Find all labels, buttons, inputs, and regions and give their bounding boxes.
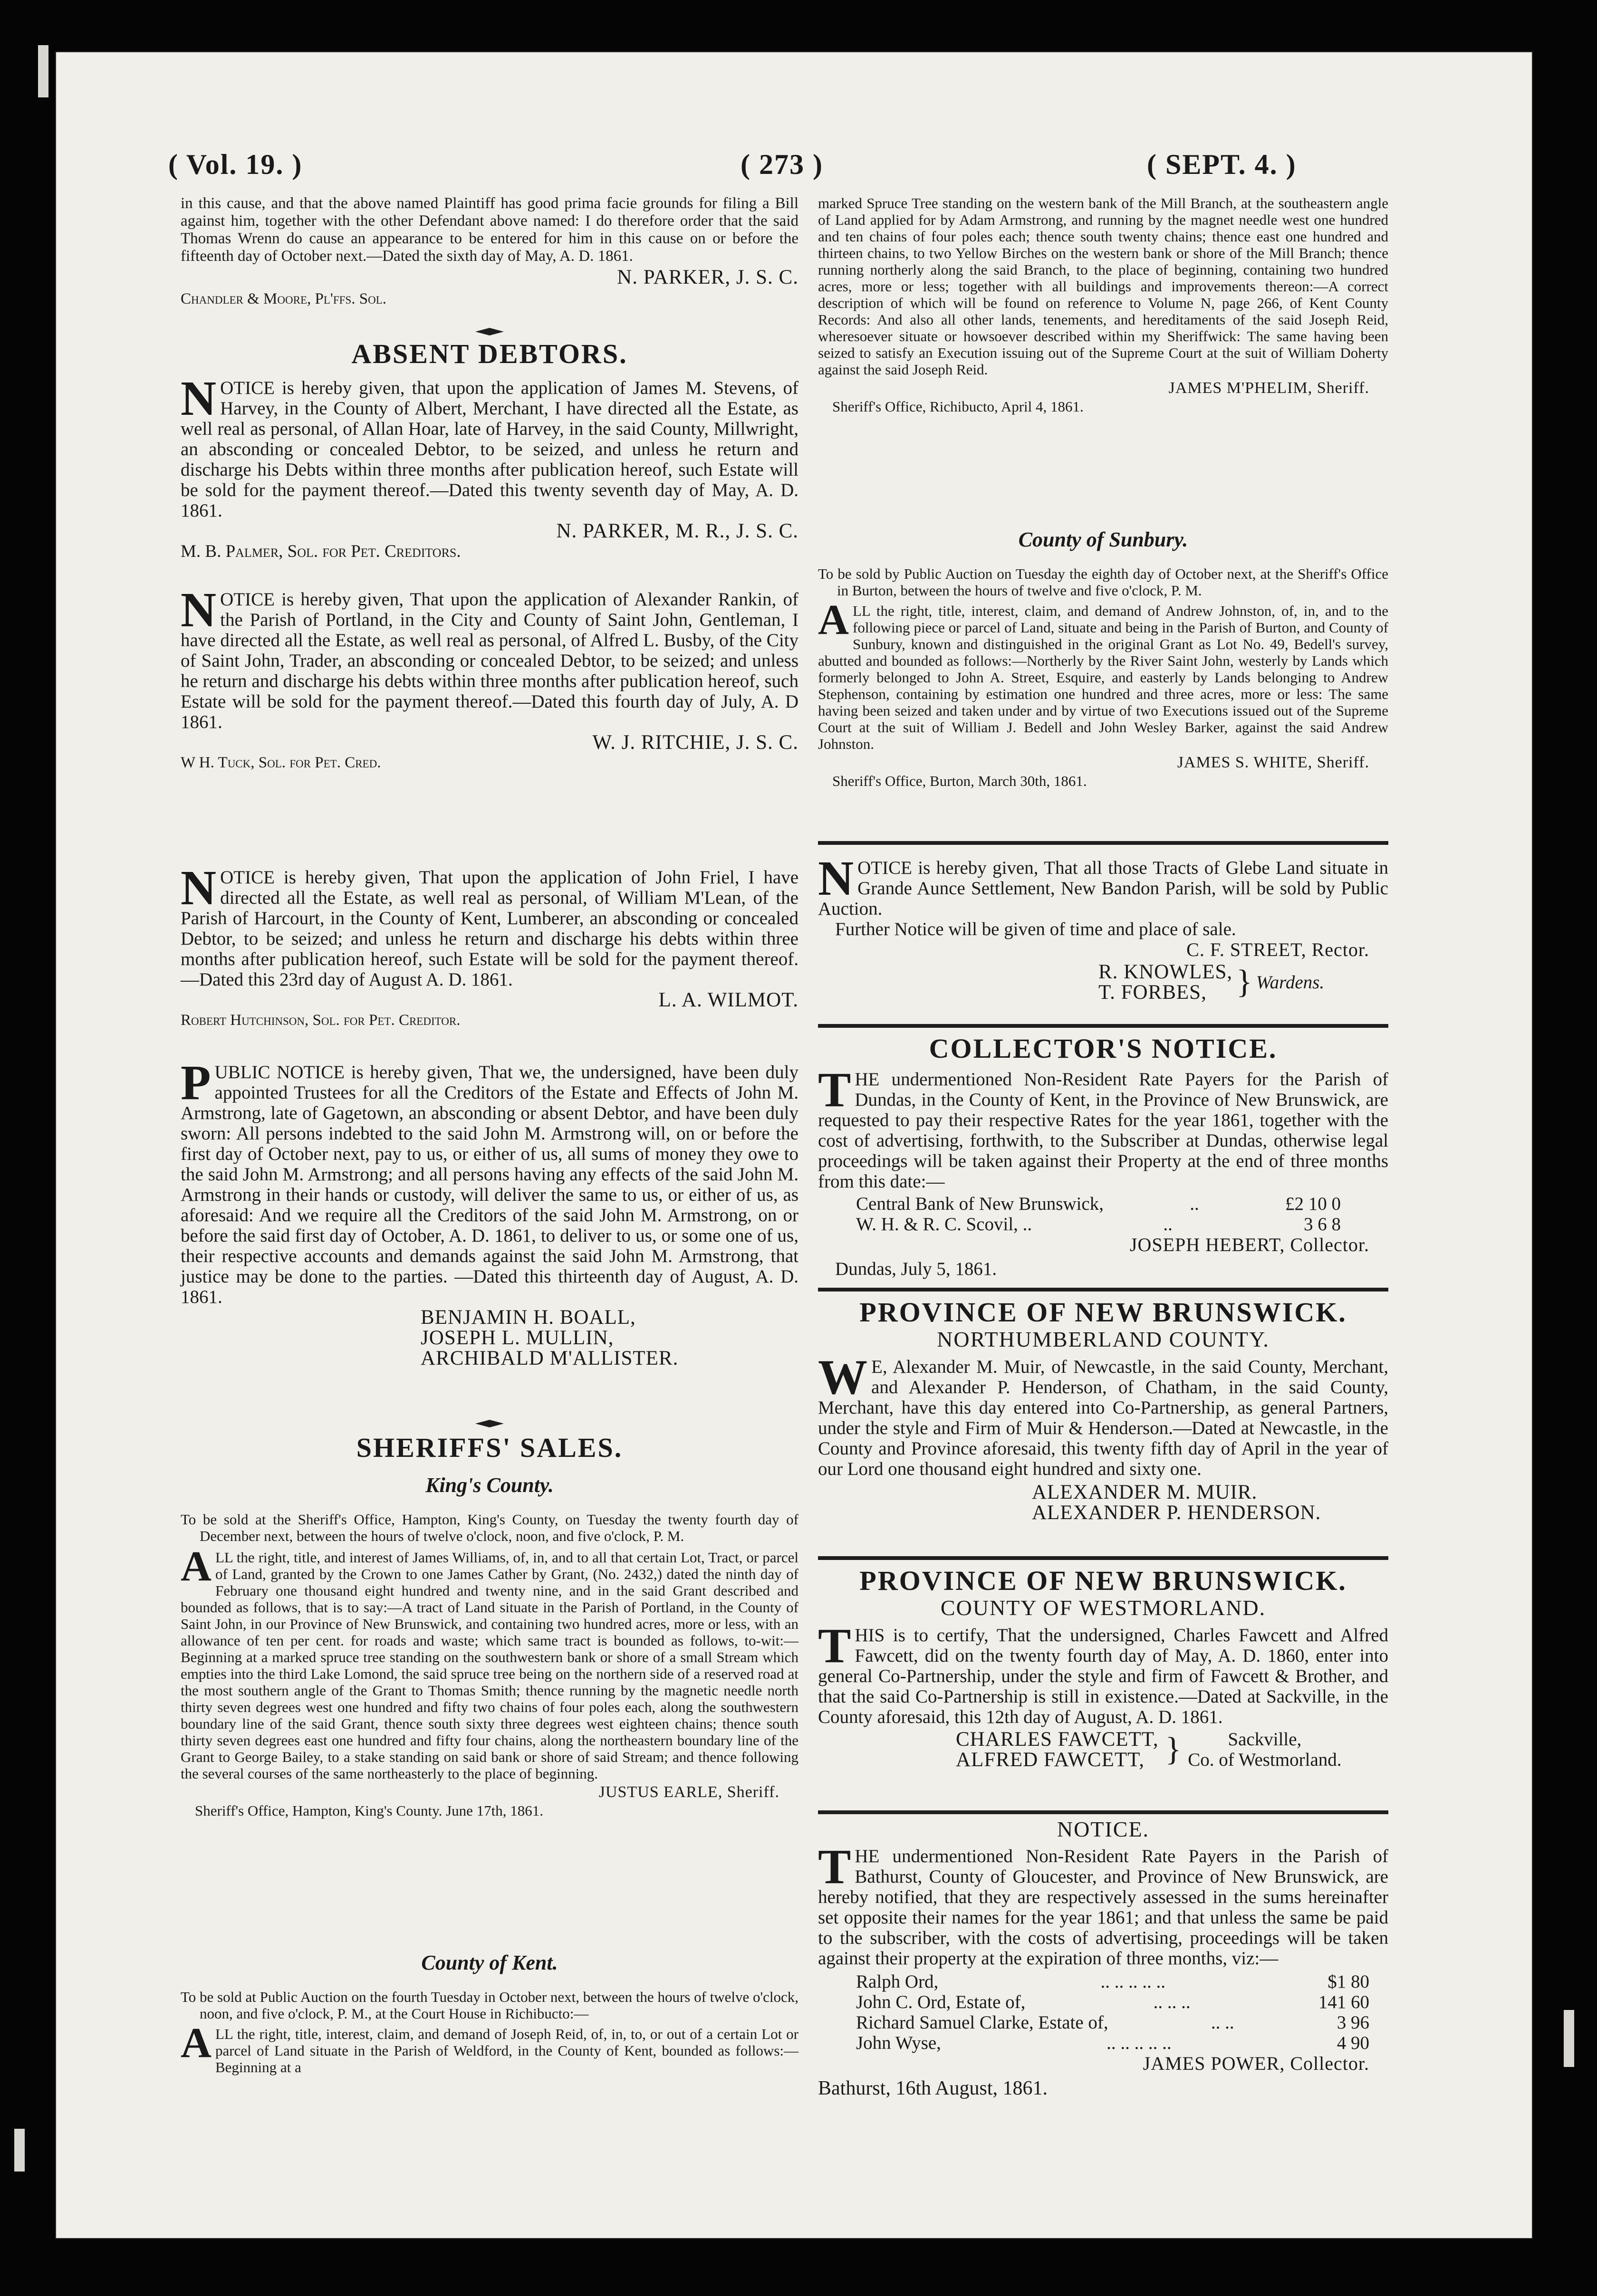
rate-row	[856, 2033, 1369, 2053]
rate-table	[818, 1971, 1388, 2053]
dropcap: A	[181, 2019, 212, 2066]
notice-heading: NOTICE.	[1057, 1817, 1150, 1841]
dropcap: N	[181, 861, 217, 915]
notice-text: E, Alexander M. Muir, of Newcastle, in the said County, Merchant, and Alexander P. Henderson, of Chatham, in the said County, Merchant, have this day entered into Co-Partnership, as general Partners, under the style and Firm of Muir & Henderson.—Dated at Newcastle, in the County and Province aforesaid, this twenty fifth day of April in the year of our Lord one thousand eight hundred and sixty one.	[818, 1357, 1388, 1479]
partner-signature-1: ALEXANDER M. MUIR.	[1032, 1481, 1258, 1503]
notice-signature: L. A. WILMOT.	[658, 989, 798, 1011]
dropcap: T	[818, 1618, 851, 1673]
dropcap: T	[818, 1062, 851, 1117]
northumberland-subheading: NORTHUMBERLAND COUNTY.	[937, 1327, 1270, 1351]
amount: $1 80	[1328, 1971, 1369, 1992]
amount: £2 10 0	[1285, 1194, 1341, 1214]
collector-date: Dundas, July 5, 1861.	[835, 1259, 997, 1279]
notice-text: OTICE is hereby given, that upon the application of James M. Stevens, of Harvey, in the County of Albert, Merchant, I have directed all the Estate, as well real as personal, of Allan Hoar, late of Harvey, in the said County, Millwright, an absconding or concealed Debtor, to be seized, and unless he return and discharge his Debts within three months after publication hereof, such Estate will be sold for the payment thereof.—Dated this twenty seventh day of May, A. D. 1861.	[181, 378, 798, 521]
section-rule	[818, 1810, 1388, 1814]
muir-henderson-notice	[818, 1350, 1388, 1524]
section-rule	[818, 1024, 1388, 1028]
sunbury-county-sale	[818, 565, 1388, 789]
sheriff-office-line: Sheriff's Office, Burton, March 30th, 1861.	[832, 773, 1087, 789]
notice-signature: W. J. RITCHIE, J. S. C.	[592, 731, 798, 754]
volume-label: ( Vol. 19. )	[168, 149, 303, 180]
payer-name: John C. Ord, Estate of,	[856, 1992, 1026, 2012]
dropcap: N	[181, 371, 217, 426]
sheriff-office-line: Sheriff's Office, Richibucto, April 4, 1861.	[832, 398, 1084, 415]
payer-name: John Wyse,	[856, 2033, 941, 2053]
leader-dots: .. ..	[1211, 2012, 1234, 2033]
wardens-label: Wardens.	[1256, 972, 1325, 993]
leader-dots: .. .. ..	[1153, 1992, 1191, 2012]
issue-date: ( SEPT. 4. )	[1147, 149, 1297, 180]
section-rule	[818, 1288, 1388, 1292]
payer-name: Richard Samuel Clarke, Estate of,	[856, 2012, 1108, 2033]
sale-text: LL the right, title, interest, claim, and demand of Andrew Johnston, of, in, and to the following piece or parcel of Land, situate and being in the Parish of Burton, and County of Sunbury, known and distinguished in the original Grant as Lot No. 49, Bedell's survey, abutted and bounded as follows:—Northerly by the River Saint John, westerly by Lands which formerly belonged to John A. Street, Esquire, and easterly by Lands belonging to Andrew Stephenson, containing by estimation one hundred and three acres, more or less: The same having been seized and taken under and by virtue of two Executions issued out of the Supreme Court at the suit of William J. Bedell and John Wesley Barker, against the said Andrew Johnston.	[818, 603, 1388, 752]
collectors-notice-heading: COLLECTOR'S NOTICE.	[929, 1033, 1278, 1064]
sale-text: LL the right, title, interest, claim, and demand of Joseph Reid, of, in, to, or out of a certain Lot or parcel of Land situate in the Parish of Weldford, in the County of Kent, bounded as follows:—Beginning at a	[215, 2026, 798, 2076]
leader-dots: .. .. .. .. ..	[1106, 2033, 1172, 2053]
rate-row	[856, 2012, 1369, 2033]
rate-row	[856, 1194, 1341, 1214]
notice-text: HE undermentioned Non-Resident Rate Payers in the Parish of Bathurst, County of Gloucester, and Province of New Brunswick, are hereby notified, that they are respectively assessed in the sums hereinafter set opposite their names for the year 1861; and that unless the same be paid to the subscriber, with the costs of advertising, proceedings will be taken against their property at the expiration of three months, viz:—	[818, 1846, 1388, 1969]
payer-name: Ralph Ord,	[856, 1971, 939, 1992]
continued-notice-text: in this cause, and that the above named Plaintiff has good prima facie grounds for filing a Bill against him, together with the other Defendant above named: I do therefore order that the said Thomas Wrenn do cause an appearance to be entered for him in this cause on or before the fifteenth day of October next.—Dated the sixth day of May, A. D. 1861.	[181, 195, 798, 265]
absent-notice-1	[181, 371, 798, 562]
scan-margin-mark	[1564, 2010, 1574, 2067]
payer-name: Central Bank of New Brunswick,	[856, 1194, 1104, 1214]
page-number: ( 273 )	[741, 149, 823, 180]
notice-text: OTICE is hereby given, That upon the application of Alexander Rankin, of the Parish of Portland, in the City and County of Saint John, Gentleman, I have directed all the Estate, as well real as personal, of Alfred L. Busby, of the City of Saint John, Trader, an absconding or concealed Debtor, to be seized; and unless he return and discharge his debts within three months after publication hereof, such Estate will be sold for the payment thereof.—Dated this fourth day of July, A. D 1861.	[181, 589, 798, 732]
brace-glyph: }	[1236, 964, 1252, 1000]
kings-county-sale	[181, 1511, 798, 1819]
continued-notice-solicitor: Chandler & Moore, Pl'ffs. Sol.	[181, 290, 386, 307]
notice-solicitor: W H. Tuck, Sol. for Pet. Cred.	[181, 754, 381, 771]
rector-signature: C. F. STREET, Rector.	[1186, 939, 1369, 960]
trustee-signature-2: JOSEPH L. MULLIN,	[421, 1327, 614, 1349]
fawcett-notice	[818, 1618, 1388, 1771]
dropcap: N	[181, 583, 217, 637]
collectors-notice	[818, 1062, 1388, 1279]
public-notice	[181, 1055, 798, 1369]
amount: 3 6 8	[1304, 1214, 1341, 1234]
leader-dots: .. .. .. .. ..	[1100, 1971, 1166, 1992]
rate-row	[856, 1992, 1369, 2012]
section-rule	[818, 1556, 1388, 1560]
sunbury-county-heading: County of Sunbury.	[1018, 528, 1188, 551]
sheriff-signature: JAMES M'PHELIM, Sheriff.	[1168, 379, 1369, 397]
sale-text: marked Spruce Tree standing on the western bank of the Mill Branch, at the southeastern angle of Land applied for by Adam Armstrong, and running by the magnet needle west one hundred and ten chains of four poles each; thence south twenty chains; thence east one hundred and thirteen chains, to two Yellow Birches on the western bank or shore of the Mill Branch; thence running northerly along the said Branch, to the place of beginning, containing two hundred acres, more or less; together with all buildings and improvements thereon:—A correct description of which will be found on reference to Volume N, page 266, of Kent County Records: And also all other lands, tenements, and hereditaments of the said Joseph Reid, wheresoever situate or howsoever described within my Sheriffwick: The same having been seized to satisfy an Execution issuing out of the Supreme Court at the suit of William Doherty against the said Joseph Reid.	[818, 195, 1388, 378]
sheriffs-sales-heading: SHERIFFS' SALES.	[356, 1432, 623, 1463]
dropcap: A	[181, 1543, 212, 1590]
notice-text: OTICE is hereby given, That upon the application of John Friel, I have directed all the Estate, as well real as personal, of William M'Lean, of the Parish of Harcourt, in the County of Kent, Lumberer, an absconding or concealed Debtor, to be seized; and unless he return and discharge his debts within three months after publication hereof, such Estate will be sold for the payment thereof.—Dated this 23rd day of August A. D. 1861.	[181, 867, 798, 990]
warden-signature-1: R. KNOWLES,	[1098, 961, 1233, 983]
sale-text: LL the right, title, and interest of James Williams, of, in, and to all that certain Lot, Tract, or parcel of Land, granted by the Crown to one James Cather by Grant, (No. 2432,) dated the ninth day of February one thousand eight hundred and twenty nine, and in the said Grant described and bounded as follows, that is to say:—A tract of Land situate in the Parish of Portland, in the County of Saint John, in our Province of New Brunswick, and containing two hundred acres, more or less, with an allowance of ten per cent. for roads and waste; which same tract is bounded as follows, to-wit:—Beginning at a marked spruce tree standing on the southwestern bank or shore of a small Stream which empties into the third Lake Lomond, the said spruce tree being on the northern side of a reserved road at the most southern angle of the Grant to Thomas Smith; thence running by the magnetic needle north thirty seven degrees west one hundred and fifty two chains of four poles each, along the southwestern boundary line of the said Grant, thence south sixty three degrees west eighteen chains; thence south thirty seven degrees east one hundred and fifty four chains, along the northeastern boundary line of the Grant to George Bailey, to a stake standing on said bank or shore of said Stream; and thence following the several courses of the same northeasterly to the place of beginning.	[181, 1549, 798, 1782]
absent-notice-2	[181, 583, 798, 773]
rate-table	[818, 1194, 1388, 1234]
ornament-divider	[475, 1420, 504, 1427]
trustee-signature-3: ARCHIBALD M'ALLISTER.	[421, 1347, 679, 1369]
sheriff-office-line: Sheriff's Office, Hampton, King's County. June 17th, 1861.	[195, 1802, 544, 1819]
province-heading-2: PROVINCE OF NEW BRUNSWICK.	[859, 1565, 1347, 1596]
partner-signature-2: ALEXANDER P. HENDERSON.	[1032, 1502, 1321, 1524]
further-notice-line: Further Notice will be given of time and place of sale.	[835, 919, 1236, 939]
amount: 3 96	[1337, 2012, 1369, 2033]
sheriff-signature: JUSTUS EARLE, Sheriff.	[598, 1783, 779, 1801]
dropcap: A	[818, 596, 849, 643]
bathurst-notice	[818, 1839, 1388, 2099]
sale-intro: To be sold at Public Auction on the fourth Tuesday in October next, between the hours of twelve o'clock, noon, and five o'clock, P. M., at the Court House in Richibucto:—	[181, 1989, 799, 2022]
sale-intro: To be sold at the Sheriff's Office, Hampton, King's County, on Tuesday the twenty fourth day of December next, between the hours of twelve o'clock, noon, and five o'clock, P. M.	[181, 1511, 798, 1544]
rate-row	[856, 1214, 1341, 1234]
notice-text: HE undermentioned Non-Resident Rate Payers for the Parish of Dundas, in the County of Kent, in the Province of New Brunswick, are requested to pay their respective Rates for the year 1861, together with the cost of advertising, forthwith, to the Subscriber at Dundas, otherwise legal proceedings will be taken against their Property at the end of three months from this date:—	[818, 1069, 1388, 1192]
continued-notice-signature: N. PARKER, J. S. C.	[617, 266, 798, 288]
partner-signature-1: CHARLES FAWCETT,	[956, 1728, 1159, 1751]
notice-text: HIS is to certify, That the undersigned, Charles Fawcett and Alfred Fawcett, did on the twenty fourth day of May, A. D. 1860, enter into general Co-Partnership, under the style and firm of Fawcett & Brother, and that the said Co-Partnership is still in existence.—Dated at Sackville, in the County aforesaid, this 12th day of August, A. D. 1861.	[818, 1625, 1388, 1727]
absent-debtors-heading: ABSENT DEBTORS.	[351, 338, 628, 369]
glebe-notice	[818, 851, 1388, 1004]
westmorland-subheading: COUNTY OF WESTMORLAND.	[940, 1596, 1266, 1620]
dropcap: N	[818, 851, 854, 906]
kent-county-heading: County of Kent.	[421, 1951, 558, 1974]
leader-dots: ..	[1163, 1214, 1173, 1234]
brace-glyph: }	[1165, 1731, 1182, 1768]
dropcap: P	[181, 1055, 211, 1110]
warden-signature-2: T. FORBES,	[1098, 981, 1207, 1004]
notice-solicitor: M. B. Palmer, Sol. for Pet. Creditors.	[181, 542, 461, 561]
kings-county-heading: King's County.	[425, 1473, 554, 1497]
sale-intro: To be sold by Public Auction on Tuesday the eighth day of October next, at the Sheriff's Office in Burton, between the hours of twelve and five o'clock, P. M.	[818, 565, 1388, 599]
scan-margin-mark	[14, 2129, 25, 2172]
dropcap: T	[818, 1839, 851, 1894]
rate-row	[856, 1971, 1369, 1992]
place-line-1: Sackville,	[1228, 1729, 1302, 1750]
province-heading-1: PROVINCE OF NEW BRUNSWICK.	[859, 1297, 1347, 1328]
kent-county-sale	[181, 1989, 798, 2076]
amount: 4 90	[1337, 2033, 1369, 2053]
notice-text: OTICE is hereby given, That all those Tracts of Glebe Land situate in Grande Aunce Settlement, New Bandon Parish, will be sold by Public Auction.	[818, 858, 1388, 919]
trustee-signature-1: BENJAMIN H. BOALL,	[421, 1306, 636, 1329]
notice-solicitor: Robert Hutchinson, Sol. for Pet. Creditor.	[181, 1012, 461, 1029]
scan-margin-mark	[38, 45, 48, 97]
amount: 141 60	[1318, 1992, 1369, 2012]
newspaper-page	[56, 52, 1532, 2238]
payer-name: W. H. & R. C. Scovil, ..	[856, 1214, 1032, 1234]
collector-signature: JOSEPH HEBERT, Collector.	[1129, 1234, 1369, 1255]
notice-text: UBLIC NOTICE is hereby given, That we, the undersigned, have been duly appointed Trustees for all the Creditors of the Estate and Effects of John M. Armstrong, late of Gagetown, an absconding or absent Debtor, and have been duly sworn: All persons indebted to the said John M. Armstrong will, on or before the first day of October next, pay to us, or either of us, all sums of money they owe to the said John M. Armstrong; and all persons having any effects of the said John M. Armstrong in their hands or custody, will deliver the same to us, or either of us, as aforesaid: And we require all the Creditors of the said John M. Armstrong, on or before the said first day of October, A. D. 1861, to deliver to us, or some one of us, their respective accounts and demands against the said John M. Armstrong, that justice may be done to the parties. —Dated this thirteenth day of August, A. D. 1861.	[181, 1062, 798, 1307]
leader-dots: ..	[1190, 1194, 1199, 1214]
partner-signature-2: ALFRED FAWCETT,	[956, 1749, 1145, 1771]
sheriff-signature: JAMES S. WHITE, Sheriff.	[1177, 754, 1369, 771]
dropcap: W	[818, 1350, 867, 1405]
kent-sale-continued	[818, 195, 1388, 415]
place-line-2: Co. of Westmorland.	[1188, 1750, 1342, 1770]
notice-signature: N. PARKER, M. R., J. S. C.	[556, 520, 798, 542]
ornament-divider	[475, 328, 504, 335]
bathurst-date: Bathurst, 16th August, 1861.	[818, 2077, 1048, 2099]
collector-signature: JAMES POWER, Collector.	[1143, 2053, 1369, 2074]
absent-notice-3	[181, 861, 798, 1031]
section-rule	[818, 841, 1388, 845]
